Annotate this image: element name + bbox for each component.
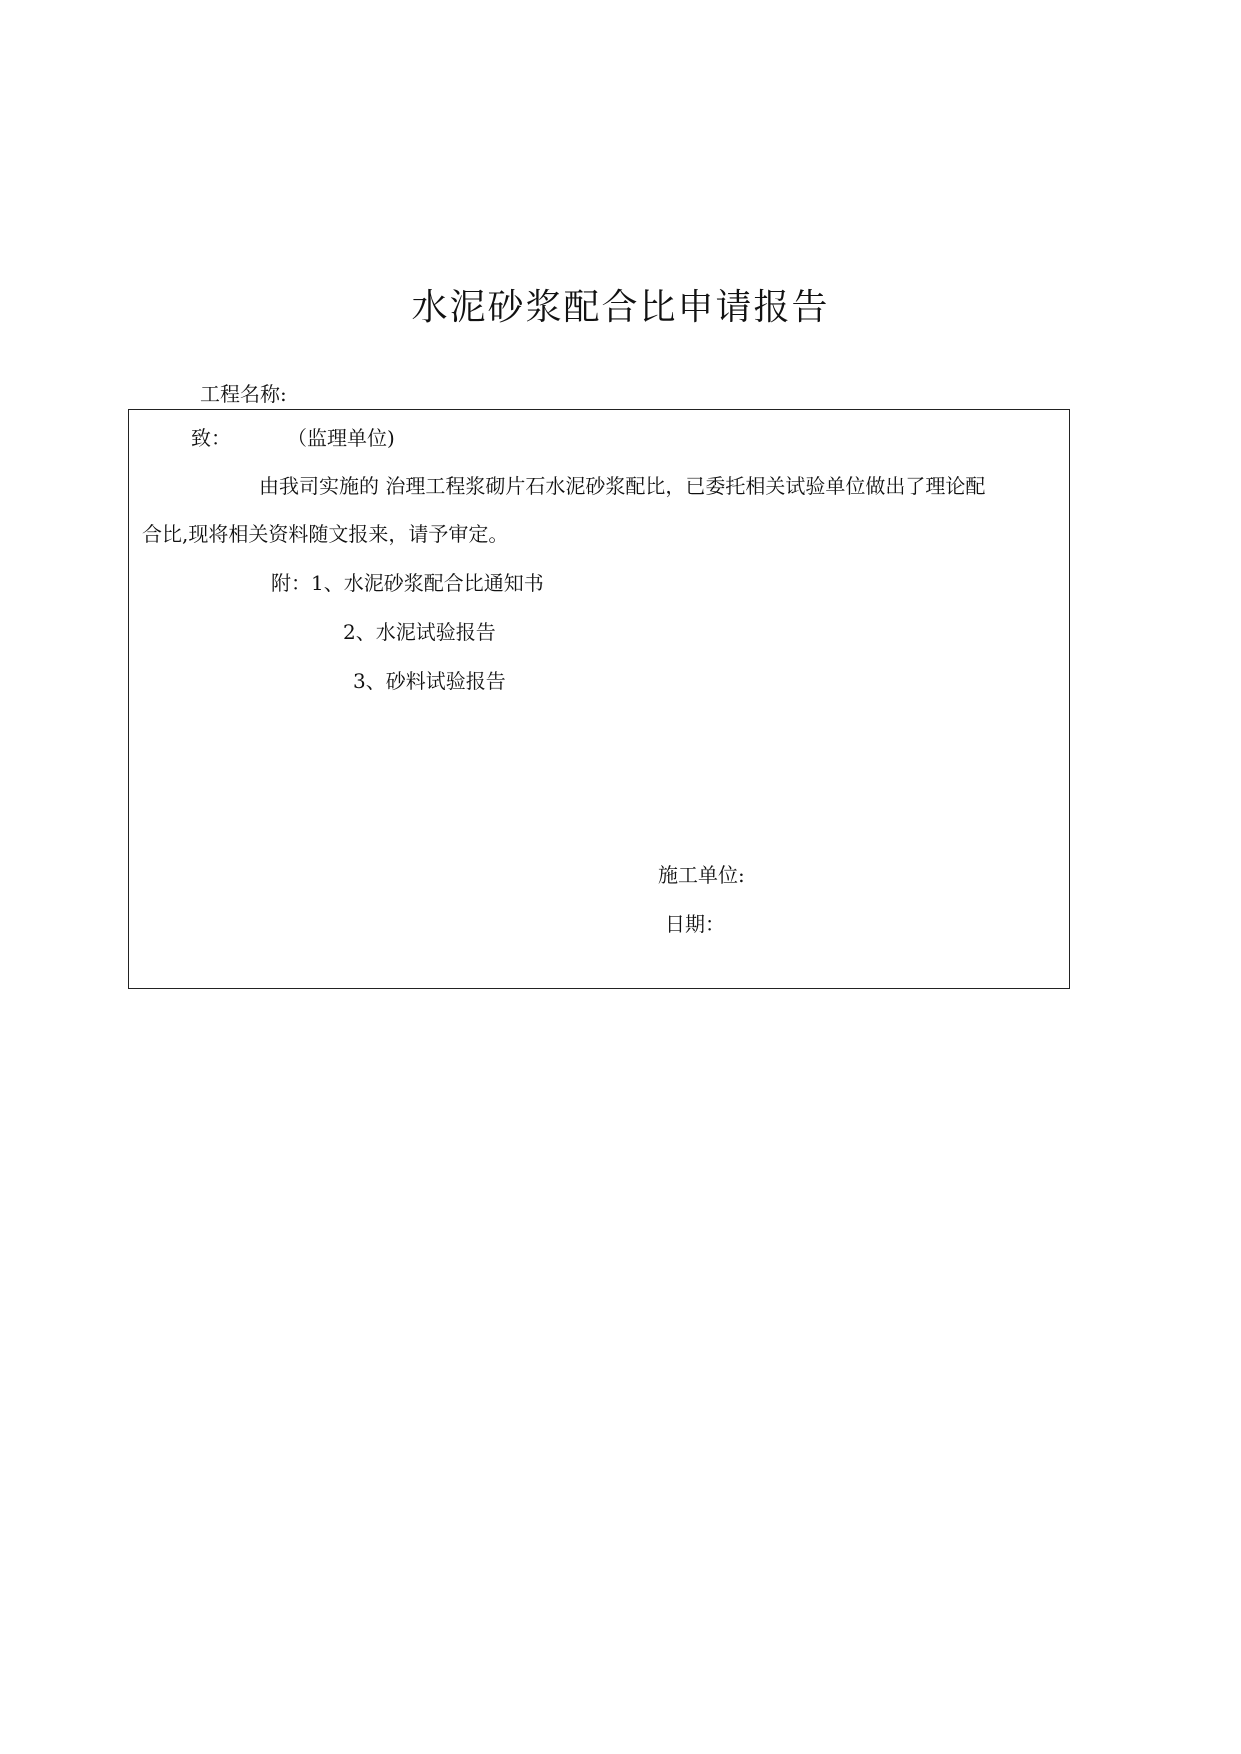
body-paragraph-line-1: 由我司实施的 治理工程浆砌片石水泥砂浆配比，已委托相关试验单位做出了理论配	[259, 474, 986, 498]
attachment-item-2: 2、水泥试验报告	[343, 620, 496, 644]
date-label: 日期：	[665, 912, 725, 936]
attachment-item-3: 3、砂料试验报告	[353, 669, 506, 693]
application-form-box	[128, 409, 1070, 989]
project-name-label: 工程名称:	[200, 382, 287, 406]
to-label: 致：	[191, 426, 231, 450]
document-title: 水泥砂浆配合比申请报告	[411, 287, 830, 328]
supervision-unit-label: （监理单位)	[287, 426, 395, 450]
attachment-item-1: 附：1、水泥砂浆配合比通知书	[271, 571, 544, 595]
body-paragraph-line-2: 合比,现将相关资料随文报来，请予审定。	[142, 522, 509, 546]
contractor-label: 施工单位:	[658, 863, 745, 887]
